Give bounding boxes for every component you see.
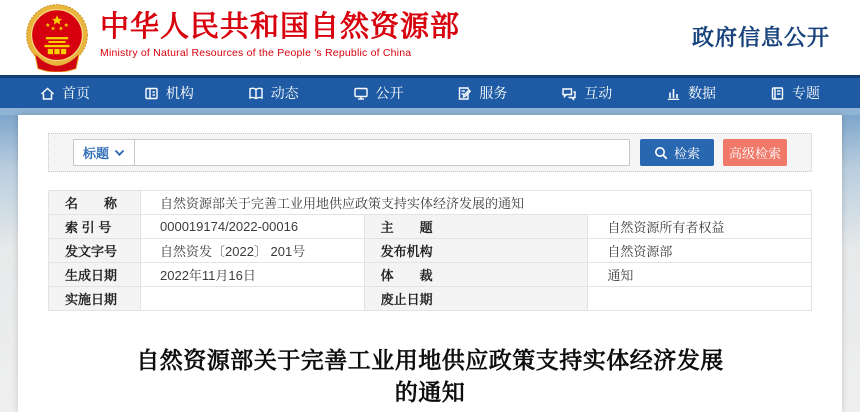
nav-item-interaction[interactable] xyxy=(561,83,612,103)
document-info-table xyxy=(48,190,812,311)
search-button[interactable] xyxy=(640,139,714,166)
index-number-label: 索 引 号 xyxy=(49,215,141,239)
data-icon xyxy=(666,86,681,101)
create-date-value: 2022年11月16日 xyxy=(141,263,365,287)
nav-item-data[interactable] xyxy=(666,83,716,103)
search-button-label: 检索 xyxy=(673,146,700,161)
impl-date-label: 实施日期 xyxy=(49,287,141,311)
chevron-down-icon xyxy=(114,149,125,157)
nav-item-label: 机构 xyxy=(165,85,194,101)
site-subtitle: Ministry of Natural Resources of the People 's Republic of China xyxy=(100,47,412,59)
search-bar xyxy=(48,133,812,172)
news-icon xyxy=(248,86,264,101)
home-icon xyxy=(40,86,55,101)
create-date-label: 生成日期 xyxy=(49,263,141,287)
nav-item-label: 数据 xyxy=(688,85,717,101)
search-field-select[interactable] xyxy=(74,140,135,165)
content-background xyxy=(0,115,860,412)
nav-item-label: 服务 xyxy=(479,85,508,101)
disclosure-icon xyxy=(353,86,369,101)
search-field-select-label: 标题 xyxy=(83,146,110,161)
nav-item-label: 公开 xyxy=(375,85,404,101)
nav-item-organization[interactable] xyxy=(144,83,194,103)
national-emblem-icon xyxy=(24,4,90,72)
document-title xyxy=(48,344,812,408)
interaction-icon xyxy=(561,86,577,101)
impl-date-value xyxy=(141,287,365,311)
doc-number-value: 自然资发〔2022〕 201号 xyxy=(141,239,365,263)
name-value: 自然资源部关于完善工业用地供应政策支持实体经济发展的通知 xyxy=(141,191,812,215)
table-row xyxy=(49,263,812,287)
nav-item-services[interactable] xyxy=(457,83,507,103)
nav-item-label: 专题 xyxy=(791,85,820,101)
doc-number-label: 发文字号 xyxy=(49,239,141,263)
genre-label: 体 裁 xyxy=(364,263,588,287)
abolish-date-value xyxy=(588,287,812,311)
nav-item-label: 首页 xyxy=(62,85,90,101)
agency-value: 自然资源部 xyxy=(588,239,812,263)
subject-value: 自然资源所有者权益 xyxy=(588,215,812,239)
genre-value: 通知 xyxy=(588,263,812,287)
name-label: 名 称 xyxy=(49,191,141,215)
content-card xyxy=(18,115,842,412)
gov-info-disclosure-link[interactable]: 政府信息公开 xyxy=(691,25,830,50)
organization-icon xyxy=(144,86,159,101)
site-header xyxy=(0,0,860,75)
nav-item-home[interactable] xyxy=(40,83,90,103)
search-icon xyxy=(654,146,668,160)
nav-item-label: 动态 xyxy=(270,85,299,101)
search-combo xyxy=(73,139,630,166)
site-title-block xyxy=(100,10,460,59)
table-row xyxy=(49,287,812,311)
table-row xyxy=(49,239,812,263)
site-title: 中华人民共和国自然资源部 xyxy=(100,11,461,43)
table-row xyxy=(49,215,812,239)
document-title-line1: 自然资源部关于完善工业用地供应政策支持实体经济发展 xyxy=(136,347,724,373)
nav-item-disclosure[interactable] xyxy=(353,83,404,103)
nav-item-label: 互动 xyxy=(584,85,613,101)
subject-label: 主 题 xyxy=(364,215,588,239)
table-row xyxy=(49,191,812,215)
search-input[interactable] xyxy=(135,140,629,165)
main-nav xyxy=(0,75,860,108)
advanced-search-button[interactable]: 高级检索 xyxy=(723,139,787,166)
abolish-date-label: 废止日期 xyxy=(364,287,588,311)
nav-item-news[interactable] xyxy=(248,83,299,103)
document-title-line2: 的通知 xyxy=(394,379,466,405)
nav-bottom-strip xyxy=(0,108,860,115)
agency-label: 发布机构 xyxy=(364,239,588,263)
nav-item-topics[interactable] xyxy=(770,83,820,103)
topics-icon xyxy=(770,86,785,101)
index-number-value: 000019174/2022-00016 xyxy=(141,215,365,239)
services-icon xyxy=(457,86,472,101)
